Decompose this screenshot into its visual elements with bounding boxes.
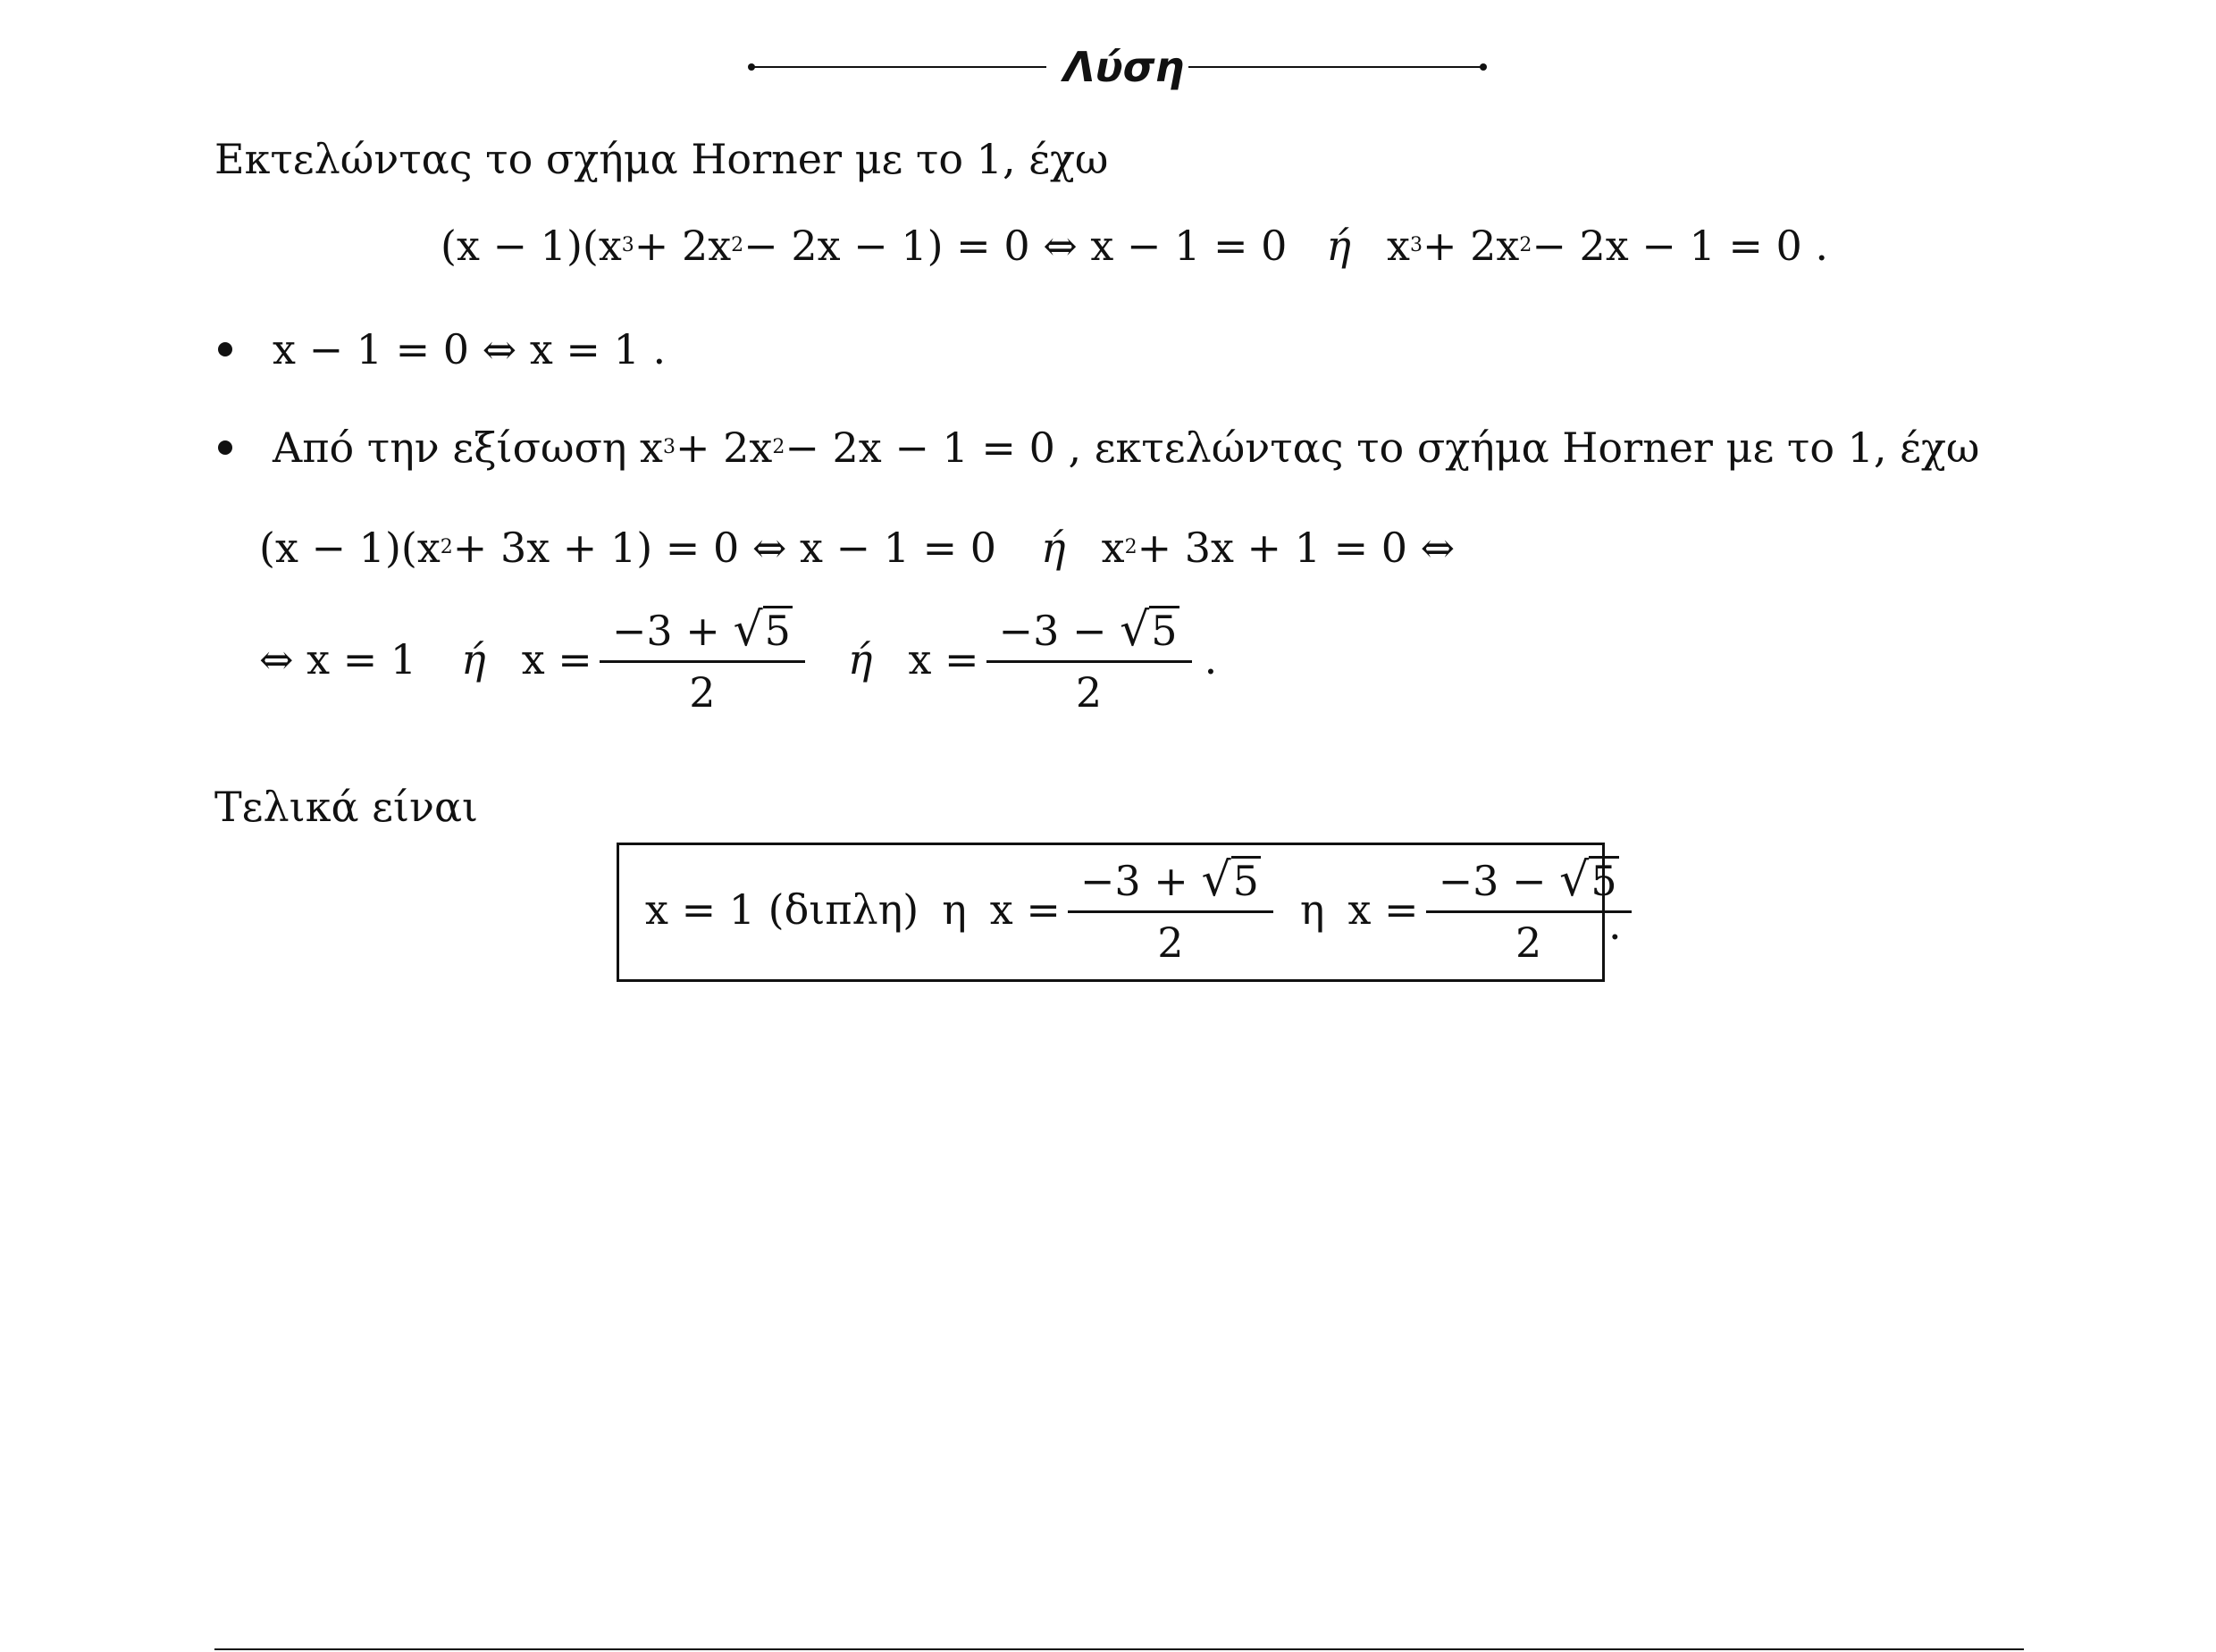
eq1-mid-2: − 2x − 1) = 0 ⇔ x − 1 = 0	[743, 222, 1288, 270]
final-eta-2: η	[1299, 885, 1325, 934]
fraction-plus-numerator: −3 +	[611, 607, 720, 656]
bullet-marker-2	[218, 440, 232, 455]
header-right-dot	[1480, 63, 1487, 71]
bullet2-post: − 2x − 1 = 0 , εκτελώντας το σχήμα Horner με το 1, έχω	[785, 423, 1980, 472]
fraction-minus-denominator: 2	[1075, 668, 1103, 717]
final-fraction-minus-radicand: 5	[1591, 856, 1617, 905]
bullet-marker-1	[218, 342, 232, 356]
final-answer	[645, 844, 1639, 975]
intro-line: Εκτελώντας το σχήμα Horner με το 1, έχω	[214, 135, 1109, 183]
eq1-right-3: − 2x − 1 = 0 .	[1532, 222, 1829, 270]
eq3-xeq-2: x =	[908, 635, 979, 684]
bullet-2-text: Από την εξίσωση x 3 + 2x 2 − 2x − 1 = 0 , εκτελώντας το σχήμα Horner με το 1, έχω	[273, 423, 1980, 472]
header-left-rule	[751, 66, 1046, 68]
final-xeq-1: x =	[989, 885, 1061, 934]
eq3-or-2: ή	[847, 635, 873, 684]
final-label: Τελικά είναι	[214, 783, 479, 831]
fraction-plus	[600, 603, 805, 717]
final-part-1: x = 1 (διπλη)	[645, 885, 919, 934]
fraction-minus-numerator: −3 −	[998, 607, 1107, 656]
equation-3	[259, 603, 1218, 717]
final-fraction-minus-numerator: −3 −	[1438, 857, 1547, 906]
bullet2-pre: Από την εξίσωση x	[273, 423, 663, 472]
equation-2: (x − 1)(x 2 + 3x + 1) = 0 ⇔ x − 1 = 0 ή x 2 + 3x + 1 = 0 ⇔	[259, 524, 1456, 572]
eq2-left: (x − 1)(x	[259, 524, 441, 572]
sqrt-icon: √	[1120, 603, 1150, 658]
eq2-right-2: + 3x + 1 = 0 ⇔	[1137, 524, 1456, 572]
eq1-left: (x − 1)(x	[441, 222, 622, 270]
eq2-mid: + 3x + 1) = 0 ⇔ x − 1 = 0	[452, 524, 997, 572]
bullet-1-text: x − 1 = 0 ⇔ x = 1 .	[273, 325, 667, 373]
eq2-right-1: x	[1101, 524, 1125, 572]
final-xeq-2: x =	[1347, 885, 1419, 934]
fraction-plus-denominator: 2	[689, 668, 716, 717]
eq1-mid-1: + 2x	[634, 222, 732, 270]
sqrt-icon: √	[733, 603, 763, 658]
eq3-or-1: ή	[461, 635, 486, 684]
fraction-minus	[986, 603, 1192, 717]
eq1-right-1: x	[1386, 222, 1410, 270]
final-fraction-minus-denominator: 2	[1515, 918, 1542, 968]
final-fraction-plus-numerator: −3 +	[1079, 857, 1188, 906]
final-eta-1: η	[942, 885, 967, 934]
eq1-or: ή	[1326, 222, 1351, 270]
sqrt-icon: √	[1201, 853, 1231, 908]
footer-rule	[214, 1648, 2024, 1650]
eq1-right-2: + 2x	[1422, 222, 1520, 270]
fraction-plus-radicand: 5	[764, 607, 791, 655]
eq3-lead: ⇔ x = 1	[259, 635, 417, 684]
header-right-rule	[1188, 66, 1483, 68]
final-fraction-plus-denominator: 2	[1157, 918, 1184, 968]
bullet2-mid: + 2x	[676, 423, 773, 472]
final-fraction-plus-radicand: 5	[1232, 856, 1259, 905]
final-fraction-minus	[1426, 853, 1632, 968]
equation-1: (x − 1)(x 3 + 2x 2 − 2x − 1) = 0 ⇔ x − 1 = 0 ή x 3 + 2x 2 − 2x − 1 = 0 .	[441, 222, 1829, 270]
final-end: .	[1608, 901, 1622, 949]
eq3-end: .	[1204, 635, 1218, 684]
eq2-or: ή	[1041, 524, 1066, 572]
sqrt-icon: √	[1559, 853, 1590, 908]
fraction-minus-radicand: 5	[1151, 607, 1178, 655]
final-fraction-plus	[1068, 853, 1273, 968]
eq3-xeq-1: x =	[521, 635, 592, 684]
page-title: Λύση	[1063, 43, 1185, 91]
